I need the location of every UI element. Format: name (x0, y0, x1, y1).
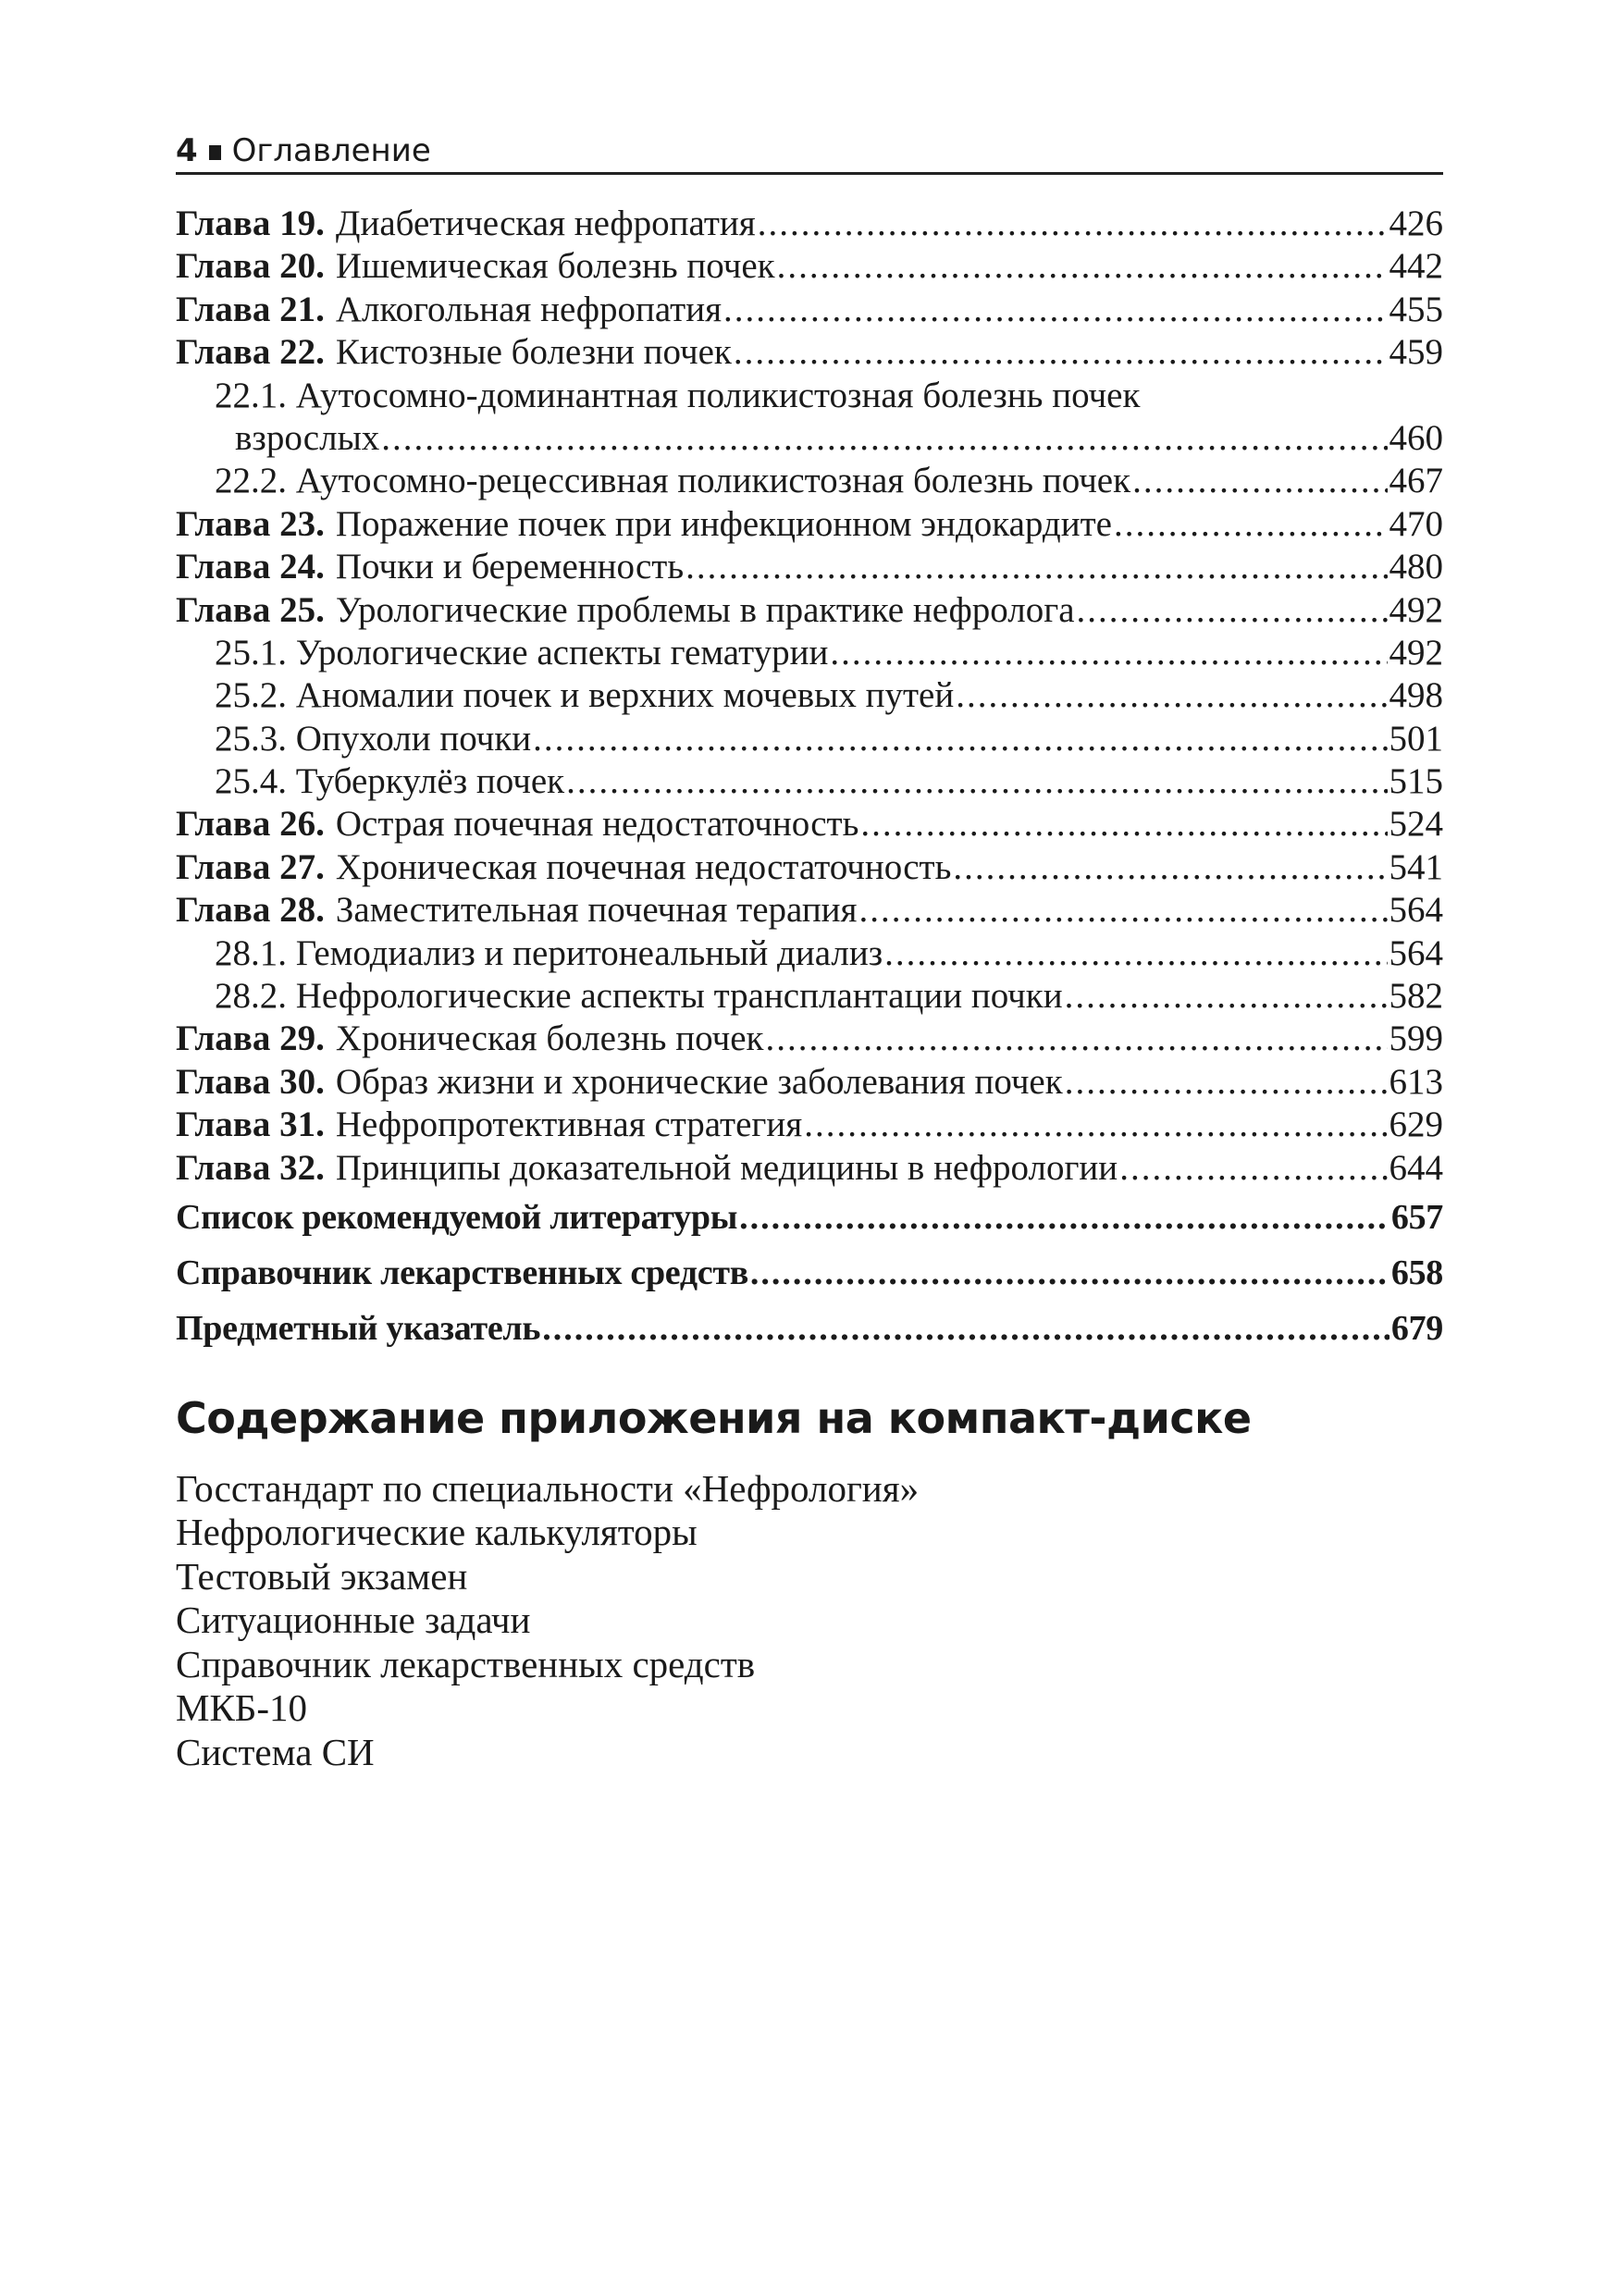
toc-entry (176, 460, 1443, 502)
toc-entry (176, 203, 1443, 245)
dot-leader (860, 803, 1387, 846)
toc-page-number: 679 (1390, 1308, 1443, 1348)
toc-title: Предметный указатель (176, 1308, 541, 1348)
toc-entry (176, 1190, 1443, 1245)
toc-page-number: 613 (1389, 1061, 1443, 1102)
page (176, 130, 1443, 1774)
toc-entry (176, 1301, 1443, 1356)
toc-title: 25.2. Аномалии почек и верхних мочевых путей (215, 675, 955, 716)
toc-entry (176, 932, 1443, 975)
toc-page-number: 459 (1389, 332, 1443, 373)
toc-chapter-number: Глава 27. (176, 846, 325, 887)
dot-leader (859, 889, 1388, 932)
toc-chapter-number: Глава 31. (176, 1105, 325, 1145)
dot-leader (804, 1104, 1387, 1146)
dot-leader (1065, 975, 1388, 1018)
toc-entry (176, 674, 1443, 717)
toc-entry (176, 1147, 1443, 1190)
toc-title: 25.4. Туберкулёз почек (215, 761, 565, 802)
dot-leader (734, 331, 1388, 374)
toc-page-number: 492 (1389, 589, 1443, 630)
toc-title: Нефропротективная стратегия (335, 1105, 803, 1145)
page-number: 4 (176, 132, 198, 169)
toc-page-number: 480 (1389, 547, 1443, 587)
toc-chapter-number: Глава 22. (176, 332, 325, 373)
toc-title: Образ жизни и хронические заболевания почек (335, 1061, 1063, 1102)
toc-page-number: 564 (1389, 932, 1443, 973)
toc-page-number: 629 (1389, 1105, 1443, 1145)
toc-title: Хроническая болезнь почек (335, 1018, 764, 1059)
toc-page-number: 455 (1389, 289, 1443, 329)
toc-title: 22.2. Аутосомно-рецессивная поликистозная болезнь почек (215, 461, 1131, 501)
toc-chapter-number: Глава 32. (176, 1147, 325, 1188)
toc-title: Урологические проблемы в практике нефролога (335, 589, 1075, 630)
cd-contents-list (176, 1467, 1443, 1775)
toc-entry (176, 289, 1443, 331)
toc-chapter-number: Глава 28. (176, 890, 325, 931)
dot-leader (723, 289, 1387, 331)
toc-chapter-number: Глава 26. (176, 804, 325, 845)
toc-title: 25.3. Опухоли почки (215, 718, 532, 759)
toc-title: Кистозные болезни почек (335, 332, 732, 373)
toc-entry (176, 245, 1443, 288)
toc-entry (176, 1104, 1443, 1146)
toc-title: 22.1. Аутосомно-доминантная поликистозная болезнь почек (215, 375, 1141, 415)
toc-page-number: 442 (1389, 246, 1443, 287)
dot-leader (830, 632, 1387, 674)
dot-leader (1065, 1061, 1388, 1104)
toc-page-number: 564 (1389, 890, 1443, 931)
toc-title: Список рекомендуемой литературы (176, 1197, 738, 1237)
cd-section-title: Содержание приложения на компакт-диске (176, 1392, 1252, 1443)
toc-entry (176, 846, 1443, 889)
toc-chapter-number: Глава 30. (176, 1061, 325, 1102)
toc-entry (176, 1018, 1443, 1060)
toc-title: Принципы доказательной медицины в нефрологии (335, 1147, 1118, 1188)
toc-title: Алкогольная нефропатия (335, 289, 723, 329)
toc-title: Поражение почек при инфекционном эндокардите (335, 503, 1112, 544)
toc-title: 25.1. Урологические аспекты гематурии (215, 632, 829, 673)
dot-leader (1077, 589, 1388, 632)
toc-page-number: 515 (1389, 761, 1443, 802)
toc-page-number: 498 (1389, 675, 1443, 716)
toc-title: Ишемическая болезнь почек (335, 246, 775, 287)
dot-leader (956, 674, 1387, 717)
toc-chapter-number: Глава 19. (176, 204, 325, 243)
toc-entry (176, 975, 1443, 1018)
cd-list-item: Нефрологические калькуляторы (176, 1511, 698, 1554)
toc-chapter-number: Глава 25. (176, 589, 325, 630)
toc-chapter-number: Глава 29. (176, 1018, 325, 1059)
dot-leader (765, 1018, 1387, 1060)
toc-entry (176, 503, 1443, 546)
table-of-contents (176, 203, 1443, 1356)
dot-leader (685, 546, 1387, 588)
toc-title: взрослых (235, 417, 380, 458)
cd-list-item: Госстандарт по специальности «Нефрология» (176, 1466, 920, 1510)
dot-leader (884, 932, 1387, 975)
toc-page-number: 541 (1389, 846, 1443, 887)
toc-entry (176, 546, 1443, 588)
toc-page-number: 470 (1389, 503, 1443, 544)
toc-entry (176, 589, 1443, 632)
toc-page-number: 467 (1389, 461, 1443, 501)
toc-entry (176, 760, 1443, 803)
toc-page-number: 599 (1389, 1018, 1443, 1059)
toc-title: 28.2. Нефрологические аспекты трансплантации почки (215, 976, 1063, 1017)
dot-leader (739, 1190, 1390, 1245)
toc-entry (176, 331, 1443, 374)
running-head (176, 130, 1443, 175)
dot-leader (953, 846, 1387, 889)
toc-entry (176, 889, 1443, 932)
toc-title: Почки и беременность (335, 547, 685, 587)
toc-chapter-number: Глава 20. (176, 246, 325, 287)
cd-list-item: Ситуационные задачи (176, 1599, 531, 1642)
running-head-title: Оглавление (231, 132, 431, 169)
toc-entry (176, 375, 1443, 417)
toc-chapter-number: Глава 23. (176, 503, 325, 544)
dot-leader (1132, 460, 1387, 502)
toc-page-number: 644 (1389, 1147, 1443, 1188)
cd-list-item: Система СИ (176, 1730, 375, 1773)
cd-list-item: МКБ-10 (176, 1686, 307, 1730)
cd-list-item: Справочник лекарственных средств (176, 1642, 756, 1685)
dot-leader (1119, 1147, 1387, 1190)
toc-entry (176, 1245, 1443, 1301)
toc-page-number: 460 (1389, 417, 1443, 458)
toc-page-number: 582 (1389, 976, 1443, 1017)
toc-entry (176, 417, 1443, 460)
cd-list-item: Тестовый экзамен (176, 1554, 468, 1598)
toc-chapter-number: Глава 21. (176, 289, 325, 329)
toc-page-number: 426 (1389, 204, 1443, 243)
dot-leader (758, 203, 1388, 245)
toc-title: Острая почечная недостаточность (335, 804, 859, 845)
toc-title: 28.1. Гемодиализ и перитонеальный диализ (215, 932, 883, 973)
toc-title: Справочник лекарственных средств (176, 1253, 748, 1292)
toc-chapter-number: Глава 24. (176, 547, 325, 587)
dot-leader (777, 245, 1388, 288)
toc-entry (176, 803, 1443, 846)
dot-leader (1114, 503, 1388, 546)
toc-entry (176, 1061, 1443, 1104)
toc-page-number: 657 (1390, 1197, 1443, 1237)
toc-page-number: 524 (1389, 804, 1443, 845)
toc-title: Диабетическая нефропатия (335, 204, 756, 243)
dot-leader (750, 1245, 1390, 1301)
toc-entry (176, 718, 1443, 760)
dot-leader (542, 1301, 1390, 1356)
toc-page-number: 492 (1389, 632, 1443, 673)
square-bullet-icon (209, 145, 221, 160)
toc-title: Заместительная почечная терапия (335, 890, 858, 931)
dot-leader (533, 718, 1387, 760)
toc-page-number: 658 (1390, 1253, 1443, 1292)
toc-title: Хроническая почечная недостаточность (335, 846, 952, 887)
toc-page-number: 501 (1389, 718, 1443, 759)
dot-leader (381, 417, 1387, 460)
dot-leader (566, 760, 1387, 803)
toc-entry (176, 632, 1443, 674)
